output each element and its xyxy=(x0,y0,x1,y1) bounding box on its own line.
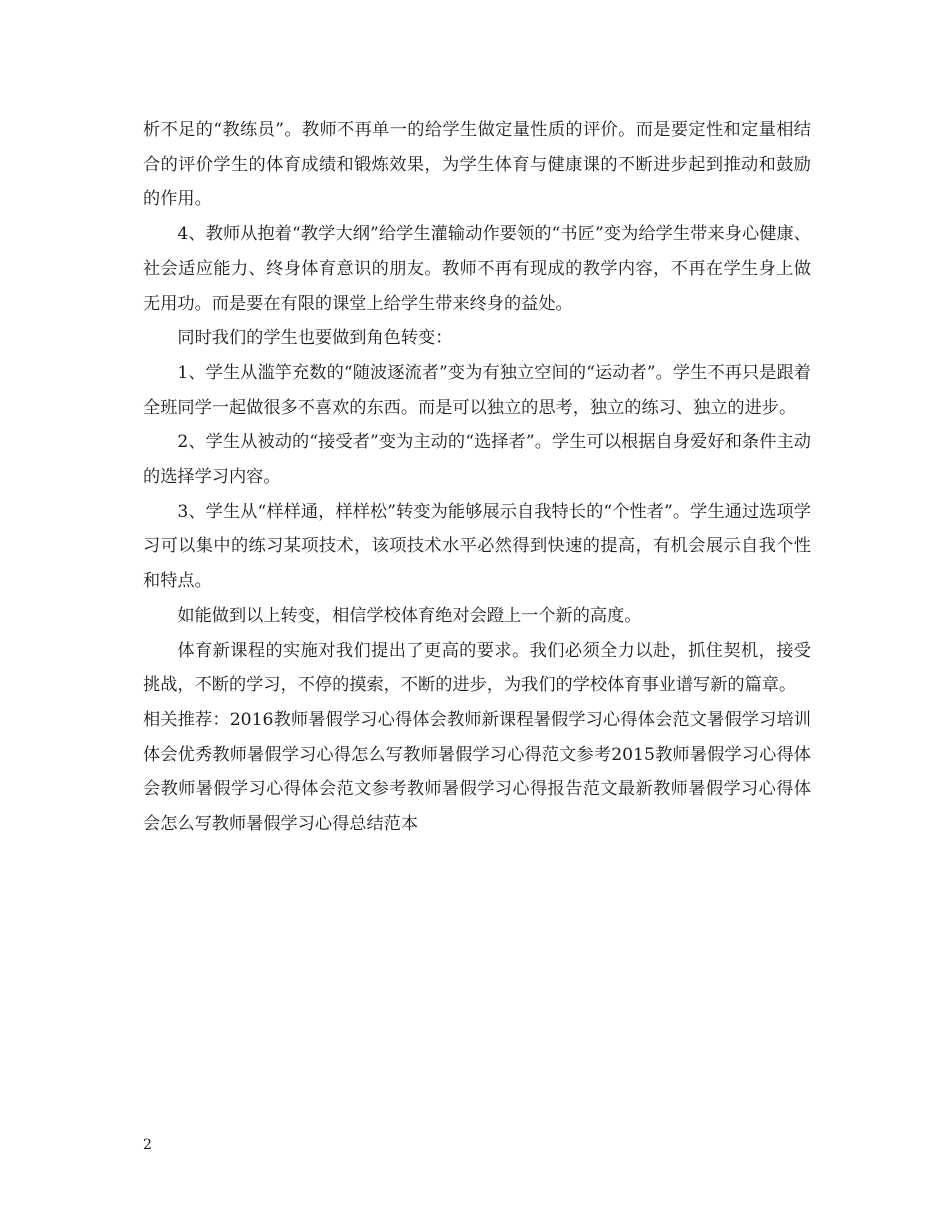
paragraph-2: 4、教师从抱着“教学大纲”给学生灌输动作要领的“书匠”变为给学生带来身心健康、社会适应能力、终身体育意识的朋友。教师不再有现成的教学内容，不再在学生身上做无用功。而是要在有限的课堂上给学生带来终身的益处。 xyxy=(143,224,811,314)
paragraph-6: 3、学生从“样样通，样样松”转变为能够展示自我特长的“个性者”。学生通过选项学习可以集中的练习某项技术，该项技术水平必然得到快速的提高，有机会展示自我个性和特点。 xyxy=(143,501,811,592)
paragraph-8: 体育新课程的实施对我们提出了更高的要求。我们必须全力以赴，抓住契机，接受挑战，不断的学习，不停的摸索，不断的进步，为我们的学校体育事业谱写新的篇章。 xyxy=(143,640,811,696)
related-recommendations: 相关推荐：2016教师暑假学习心得体会教师新课程暑假学习心得体会范文暑假学习培训体会优秀教师暑假学习心得怎么写教师暑假学习心得范文参考2015教师暑假学习心得体会教师暑假学习心得体会范文参考教师暑假学习心得报告范文最新教师暑假学习心得体会怎么写教师暑假学习心得总结范本 xyxy=(143,709,811,835)
page-number: 2 xyxy=(143,1137,152,1153)
paragraph-5: 2、学生从被动的“接受者”变为主动的“选择者”。学生可以根据自身爱好和条件主动的选择学习内容。 xyxy=(143,432,811,488)
paragraph-7: 如能做到以上转变，相信学校体育绝对会蹬上一个新的高度。 xyxy=(177,605,642,626)
paragraph-4: 1、学生从滥竽充数的“随波逐流者”变为有独立空间的“运动者”。学生不再只是跟着全班同学一起做很多不喜欢的东西。而是可以独立的思考，独立的练习、独立的进步。 xyxy=(143,362,811,418)
document-body xyxy=(143,113,811,842)
paragraph-1: 析不足的“教练员”。教师不再单一的给学生做定量性质的评价。而是要定性和定量相结合的评价学生的体育成绩和锻炼效果，为学生体育与健康课的不断进步起到推动和鼓励的作用。 xyxy=(143,120,811,210)
paragraph-3: 同时我们的学生也要做到角色转变： xyxy=(177,328,453,349)
